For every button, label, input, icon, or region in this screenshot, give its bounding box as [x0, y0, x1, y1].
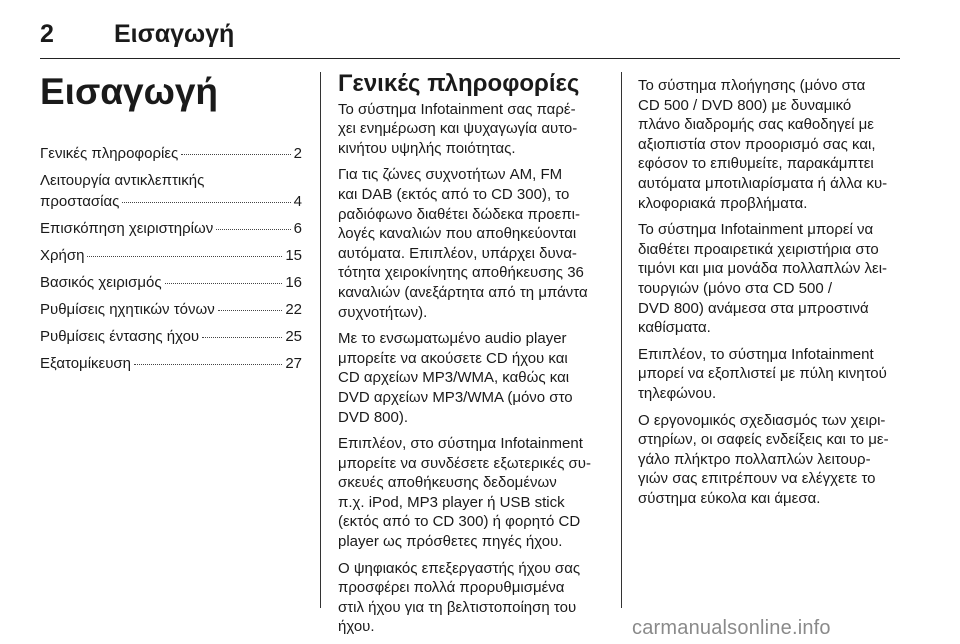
paragraph — [338, 559, 606, 637]
paragraph-line: Ο ψηφιακός επεξεργαστής ήχου σας — [338, 559, 581, 577]
toc-entry-line — [40, 299, 302, 320]
paragraph-line: CD 500 / DVD 800) με δυναμικό — [638, 96, 852, 114]
paragraph-line: αυτόματα. Επιπλέον, υπάρχει δυνα- — [338, 244, 577, 262]
paragraph — [338, 434, 606, 552]
paragraph-line: καθίσματα. — [638, 319, 711, 337]
toc-leader-dots — [134, 364, 282, 365]
toc-entry[interactable] — [40, 272, 302, 293]
toc-entry[interactable] — [40, 245, 302, 266]
paragraph-line: αξιοπιστία στον προορισμό σας και, — [638, 135, 876, 153]
toc-entry-label: προστασίας — [40, 192, 120, 210]
toc-entry[interactable] — [40, 353, 302, 374]
page-number: 2 — [40, 20, 54, 48]
toc-leader-dots — [181, 154, 290, 155]
paragraph-line: μπορεί να εξοπλιστεί με πύλη κινητού — [638, 365, 887, 383]
table-of-contents — [40, 143, 302, 374]
paragraph-line: αυτόματα μποτιλιαρίσματα ή άλλα κυ- — [638, 174, 888, 192]
page-header — [40, 14, 900, 59]
paragraph-line: Ο εργονομικός σχεδιασμός των χειρι- — [638, 411, 886, 429]
paragraph — [638, 345, 904, 404]
paragraph-line: εφόσον το επιθυμείτε, παρακάμπτει — [638, 155, 874, 173]
paragraph-line: μπορείτε να συνδέσετε εξωτερικές συ- — [338, 454, 591, 472]
toc-entry-line — [40, 272, 302, 293]
toc-leader-dots — [165, 283, 283, 284]
section-body-2 — [638, 76, 904, 508]
toc-leader-dots — [216, 229, 290, 230]
toc-entry-page: 6 — [293, 219, 302, 237]
toc-entry-line — [40, 218, 302, 239]
toc-entry-label: Επισκόπηση χειριστηρίων — [40, 219, 214, 237]
toc-entry-label: Χρήση — [40, 246, 85, 264]
toc-entry-label: Ρυθμίσεις ηχητικών τόνων — [40, 300, 215, 318]
paragraph-line: και DAB (εκτός από το CD 300), το — [338, 185, 570, 203]
paragraph-line: DVD αρχείων MP3/WMA (μόνο στο — [338, 388, 573, 406]
paragraph-line: στιλ ήχου για τη βελτιστοποίηση του — [338, 598, 577, 616]
paragraph-line: συχνοτήτων). — [338, 303, 428, 321]
paragraph — [638, 76, 904, 213]
chapter-title: Εισαγωγή — [40, 71, 219, 112]
paragraph-line: κλοφοριακά προβλήματα. — [638, 194, 808, 212]
toc-entry[interactable] — [40, 143, 302, 164]
paragraph — [338, 165, 606, 322]
paragraph — [638, 220, 904, 338]
toc-entry-label: Ρυθμίσεις έντασης ήχου — [40, 327, 200, 345]
toc-entry-page: 16 — [285, 273, 302, 291]
paragraph-line: προσφέρει πολλά προρυθμισμένα — [338, 579, 565, 597]
paragraph-line: Το σύστημα πλοήγησης (μόνο στα — [638, 77, 866, 94]
section-body-1 — [338, 100, 606, 637]
toc-entry-line — [40, 353, 302, 374]
toc-entry-label: Γενικές πληροφορίες — [40, 144, 179, 162]
toc-entry-page: 25 — [285, 327, 302, 345]
toc-entry[interactable] — [40, 299, 302, 320]
toc-entry[interactable] — [40, 218, 302, 239]
paragraph-line: μπορείτε να ακούσετε CD ήχου και — [338, 349, 568, 367]
toc-entry-page: 15 — [285, 246, 302, 264]
paragraph-line: DVD 800). — [338, 408, 409, 426]
paragraph-line: Το σύστημα Infotainment μπορεί να — [638, 221, 874, 239]
paragraph-line: CD αρχείων MP3/WMA, καθώς και — [338, 369, 570, 387]
paragraph-line: Επιπλέον, το σύστημα Infotainment — [638, 345, 874, 363]
toc-leader-dots — [87, 256, 282, 257]
paragraph-line: σύστημα εύκολα και άμεσα. — [638, 489, 821, 507]
toc-entry-label: Λειτουργία αντικλεπτικής — [40, 171, 205, 189]
text-column-1 — [338, 70, 606, 644]
paragraph-line: τουργιών (μόνο στα CD 500 / — [638, 279, 832, 297]
paragraph-line: τιμόνι και μια μονάδα πολλαπλών λει- — [638, 260, 888, 278]
toc-entry[interactable] — [40, 326, 302, 347]
toc-leader-dots — [218, 310, 283, 311]
toc-entry[interactable] — [40, 170, 302, 212]
watermark: carmanualsonline.info — [632, 617, 831, 639]
paragraph-line: διαθέτει προαιρετικά χειριστήρια στο — [638, 240, 879, 258]
toc-leader-dots — [202, 337, 282, 338]
paragraph-line: Επιπλέον, στο σύστημα Infotainment — [338, 435, 583, 453]
toc-entry-line — [40, 170, 302, 191]
toc-entry-line — [40, 245, 302, 266]
toc-entry-page: 27 — [285, 354, 302, 372]
toc-entry-label: Βασικός χειρισμός — [40, 273, 162, 291]
paragraph-line: στηρίων, οι σαφείς ενδείξεις και το με- — [638, 431, 889, 449]
column-divider — [621, 72, 622, 608]
paragraph-line: γιών σας επιτρέπουν να ελέγχετε το — [638, 470, 876, 488]
paragraph-line: τηλεφώνου. — [638, 384, 717, 402]
paragraph-line: Για τις ζώνες συχνοτήτων AM, FM — [338, 166, 563, 184]
paragraph — [638, 411, 904, 509]
toc-column — [40, 72, 302, 380]
toc-entry-line — [40, 143, 302, 164]
running-head: Εισαγωγή — [114, 20, 235, 48]
paragraph-line: DVD 800) ανάμεσα στα μπροστινά — [638, 299, 869, 317]
toc-entry-page: 4 — [293, 192, 302, 210]
toc-entry-label: Εξατομίκευση — [40, 354, 132, 372]
section-title: Γενικές πληροφορίες — [338, 70, 580, 97]
paragraph-line: κινήτου υψηλής ποιότητας. — [338, 139, 516, 157]
column-divider — [320, 72, 321, 608]
paragraph-line: σκευές αποθήκευσης δεδομένων — [338, 474, 557, 492]
toc-entry-page: 22 — [285, 300, 302, 318]
paragraph-line: Με το ενσωματωμένο audio player — [338, 330, 567, 348]
toc-entry-page: 2 — [293, 144, 302, 162]
paragraph-line: καναλιών (ανεξάρτητα από τη μπάντα — [338, 283, 588, 301]
paragraph — [338, 329, 606, 427]
paragraph-line: λογές καναλιών που αποθηκεύονται — [338, 225, 577, 243]
paragraph-line: ήχου. — [338, 618, 375, 636]
paragraph — [338, 100, 606, 159]
paragraph-line: ραδιόφωνο διαθέτει δώδεκα προεπι- — [338, 205, 581, 223]
paragraph-line: Το σύστημα Infotainment σας παρέ- — [338, 100, 576, 118]
paragraph-line: (εκτός από το CD 300) ή φορητό CD — [338, 513, 581, 531]
paragraph-line: χει ενημέρωση και ψυχαγωγία αυτο- — [338, 120, 578, 138]
paragraph-line: π.χ. iPod, MP3 player ή USB stick — [338, 493, 565, 511]
paragraph-line: player ως πρόσθετες πηγές ήχου. — [338, 533, 563, 551]
toc-leader-dots — [122, 202, 290, 203]
paragraph-line: τότητα χειροκίνητης αποθήκευσης 36 — [338, 264, 584, 282]
text-column-2 — [638, 76, 904, 515]
toc-entry-line — [40, 191, 302, 212]
toc-entry-line — [40, 326, 302, 347]
paragraph-line: πλάνο διαδρομής σας καθοδηγεί με — [638, 116, 874, 134]
paragraph-line: γάλο πλήκτρο πολλαπλών λειτουρ- — [638, 450, 871, 468]
